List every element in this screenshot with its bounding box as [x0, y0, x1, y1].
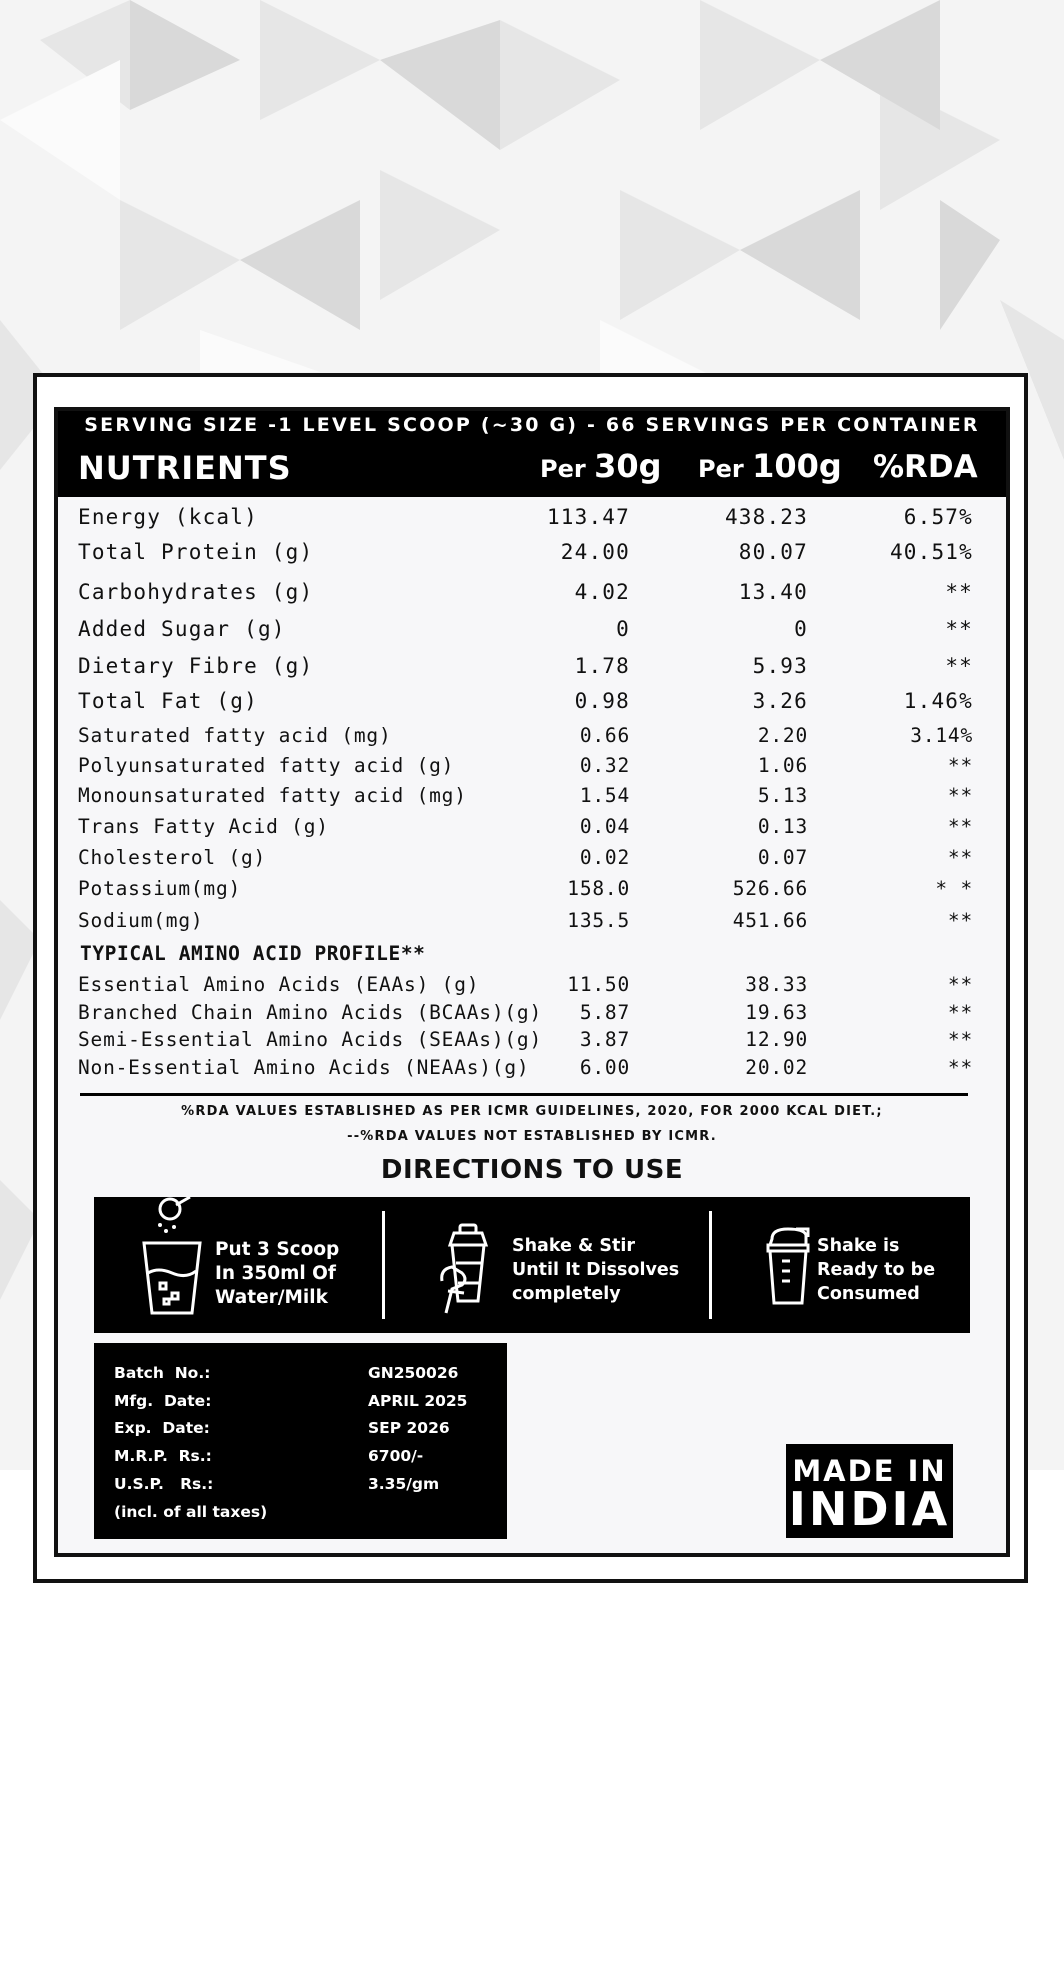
nutrient-row: [78, 724, 978, 754]
nutrient-name: Energy (kcal): [78, 505, 258, 529]
step-3-text: [817, 1234, 935, 1306]
value-per-30g: 0.02: [579, 846, 630, 869]
scoop-glass-icon: [138, 1197, 206, 1317]
value-rda: **: [947, 973, 973, 996]
value-per-100g: 5.13: [757, 784, 808, 807]
step-1-text: [215, 1238, 339, 1310]
step-2-text: [512, 1234, 679, 1306]
value-per-100g: 13.40: [738, 580, 808, 604]
value-per-30g: 0.66: [579, 724, 630, 747]
per-100g-label: 100g: [752, 447, 842, 485]
value-per-30g: 1.54: [579, 784, 630, 807]
nutrient-row: [78, 846, 978, 876]
value-rda: **: [945, 654, 973, 678]
step-1-line: Water/Milk: [215, 1287, 328, 1308]
step-3-line: Shake is: [817, 1236, 900, 1256]
value-per-100g: 20.02: [745, 1056, 808, 1079]
usp-label: U.S.P. Rs.:: [114, 1475, 214, 1493]
value-per-100g: 80.07: [738, 540, 808, 564]
serving-size-text: SERVING SIZE -1 LEVEL SCOOP (~30 G) - 66 SERVINGS PER CONTAINER: [84, 414, 980, 436]
value-rda: **: [945, 580, 973, 604]
per-30g-heading: [540, 447, 662, 485]
nutrient-name: Cholesterol (g): [78, 846, 267, 869]
mfg-label: Mfg. Date:: [114, 1392, 212, 1410]
nutrients-heading: NUTRIENTS: [78, 449, 292, 487]
table-divider: [80, 1093, 968, 1096]
value-per-100g: 5.93: [752, 654, 808, 678]
value-rda: 6.57%: [903, 505, 973, 529]
value-rda: **: [947, 1028, 973, 1051]
mrp-label: M.R.P. Rs.:: [114, 1447, 212, 1465]
nutrient-row: [78, 689, 978, 719]
step-divider: [709, 1211, 712, 1319]
value-per-30g: 0.98: [574, 689, 630, 713]
per-label: Per: [540, 455, 586, 483]
step-1-line: In 350ml Of: [215, 1263, 336, 1284]
amino-name: Semi-Essential Amino Acids (SEAAs)(g): [78, 1028, 542, 1051]
nutrient-row: [78, 815, 978, 845]
value-per-100g: 3.26: [752, 689, 808, 713]
per-100g-heading: [698, 447, 842, 485]
value-per-30g: 0: [616, 617, 630, 641]
value-per-30g: 6.00: [579, 1056, 630, 1079]
nutrient-row: [78, 580, 978, 610]
batch-info-panel: [94, 1343, 507, 1539]
step-divider: [382, 1211, 385, 1319]
nutrient-row: [78, 540, 978, 570]
value-rda: **: [947, 1056, 973, 1079]
step-2-line: Shake & Stir: [512, 1236, 635, 1256]
value-per-100g: 0: [794, 617, 808, 641]
value-rda: **: [947, 846, 973, 869]
value-per-100g: 526.66: [732, 877, 808, 900]
mrp-value: 6700/-: [368, 1447, 424, 1465]
usp-value: 3.35/gm: [368, 1475, 440, 1493]
nutrient-row: [78, 505, 978, 535]
value-per-30g: 135.5: [567, 909, 630, 932]
nutrient-name: Potassium(mg): [78, 877, 242, 900]
amino-row: [78, 1001, 978, 1031]
nutrition-header: [58, 411, 1006, 497]
step-3-line: Ready to be: [817, 1260, 936, 1280]
nutrient-row: [78, 617, 978, 647]
nutrient-name: Monounsaturated fatty acid (mg): [78, 784, 467, 807]
amino-row: [78, 1028, 978, 1058]
exp-label: Exp. Date:: [114, 1419, 210, 1437]
step-3-line: Consumed: [817, 1284, 920, 1304]
directions-title: DIRECTIONS TO USE: [380, 1155, 684, 1185]
amino-name: Essential Amino Acids (EAAs) (g): [78, 973, 480, 996]
value-per-100g: 19.63: [745, 1001, 808, 1024]
exp-value: SEP 2026: [368, 1419, 450, 1437]
value-per-30g: 5.87: [579, 1001, 630, 1024]
value-per-100g: 0.13: [757, 815, 808, 838]
value-per-100g: 0.07: [757, 846, 808, 869]
step-2-line: Until It Dissolves: [512, 1260, 680, 1280]
shaker-hand-icon: [438, 1223, 498, 1315]
step-2-line: completely: [512, 1284, 621, 1304]
value-per-100g: 1.06: [757, 754, 808, 777]
nutrient-name: Dietary Fibre (g): [78, 654, 314, 678]
nutrient-name: Total Protein (g): [78, 540, 314, 564]
value-per-100g: 451.66: [732, 909, 808, 932]
value-per-30g: 4.02: [574, 580, 630, 604]
value-per-30g: 11.50: [567, 973, 630, 996]
step-1-line: Put 3 Scoop: [215, 1239, 340, 1260]
value-rda: **: [947, 909, 973, 932]
per-label: Per: [698, 455, 744, 483]
value-rda: **: [947, 815, 973, 838]
nutrient-name: Carbohydrates (g): [78, 580, 314, 604]
nutrient-row: [78, 877, 978, 907]
amino-acid-heading: TYPICAL AMINO ACID PROFILE**: [80, 942, 426, 965]
nutrient-row: [78, 909, 978, 939]
badge-line-2: INDIA: [788, 1482, 951, 1536]
value-per-30g: 3.87: [579, 1028, 630, 1051]
nutrient-name: Sodium(mg): [78, 909, 204, 932]
rda-note-secondary: --%RDA VALUES NOT ESTABLISHED BY ICMR.: [347, 1129, 717, 1144]
shaker-bottle-icon: [764, 1227, 812, 1307]
value-rda: **: [947, 754, 973, 777]
nutrient-row: [78, 654, 978, 684]
amino-name: Non-Essential Amino Acids (NEAAs)(g): [78, 1056, 530, 1079]
value-per-100g: 2.20: [757, 724, 808, 747]
amino-row: [78, 1056, 978, 1086]
batch-value: GN250026: [368, 1364, 459, 1382]
made-in-india-badge: [786, 1444, 953, 1538]
mfg-value: APRIL 2025: [368, 1392, 468, 1410]
rda-heading: %RDA: [873, 449, 978, 485]
value-rda: **: [947, 1001, 973, 1024]
value-rda: * *: [935, 877, 973, 900]
badge-line-1: MADE IN: [792, 1454, 947, 1488]
value-rda: 1.46%: [903, 689, 973, 713]
batch-label: Batch No.:: [114, 1364, 211, 1382]
taxes-note: (incl. of all taxes): [114, 1503, 268, 1521]
nutrient-name: Saturated fatty acid (mg): [78, 724, 392, 747]
value-per-30g: 113.47: [546, 505, 630, 529]
value-per-30g: 0.32: [579, 754, 630, 777]
directions-panel: [94, 1197, 970, 1333]
nutrient-name: Total Fat (g): [78, 689, 258, 713]
value-per-100g: 438.23: [724, 505, 808, 529]
nutrient-name: Trans Fatty Acid (g): [78, 815, 329, 838]
nutrient-row: [78, 784, 978, 814]
value-rda: **: [947, 784, 973, 807]
value-per-30g: 0.04: [579, 815, 630, 838]
per-30g-label: 30g: [594, 447, 662, 485]
value-rda: 3.14%: [910, 724, 973, 747]
nutrient-name: Polyunsaturated fatty acid (g): [78, 754, 455, 777]
value-per-30g: 1.78: [574, 654, 630, 678]
amino-name: Branched Chain Amino Acids (BCAAs)(g): [78, 1001, 542, 1024]
value-rda: **: [945, 617, 973, 641]
value-per-100g: 12.90: [745, 1028, 808, 1051]
value-rda: 40.51%: [889, 540, 973, 564]
nutrient-name: Added Sugar (g): [78, 617, 286, 641]
nutrient-row: [78, 754, 978, 784]
amino-row: [78, 973, 978, 1003]
rda-note: %RDA VALUES ESTABLISHED AS PER ICMR GUIDELINES, 2020, FOR 2000 KCAL DIET.;: [181, 1104, 883, 1119]
value-per-100g: 38.33: [745, 973, 808, 996]
value-per-30g: 24.00: [560, 540, 630, 564]
value-per-30g: 158.0: [567, 877, 630, 900]
